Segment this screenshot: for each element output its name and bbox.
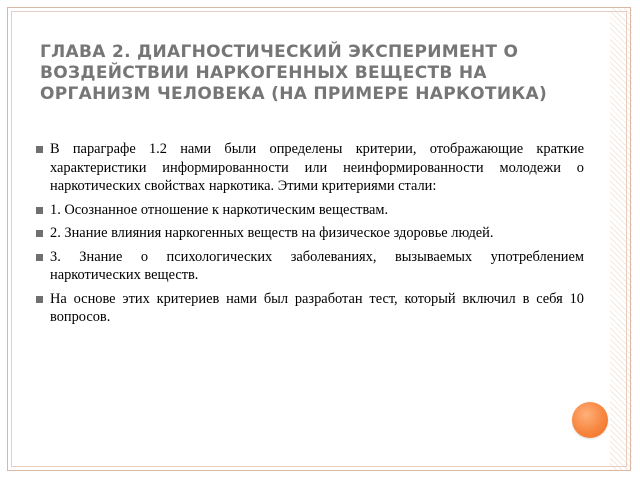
slide-title: ГЛАВА 2. ДИАГНОСТИЧЕСКИЙ ЭКСПЕРИМЕНТ О ВОЗДЕЙСТВИИ НАРКОГЕННЫХ ВЕЩЕСТВ НА ОРГАНИЗМ ЧЕЛОВЕКА (НА ПРИМЕРЕ НАРКОТИКА) — [40, 42, 548, 104]
square-bullet-icon — [36, 296, 43, 303]
square-bullet-icon — [36, 254, 43, 261]
square-bullet-icon — [36, 207, 43, 214]
list-item-text: В параграфе 1.2 нами были определены критерии, отображающие краткие характеристики информированности или неинформированности молодежи о наркотических свойствах наркотика. Этими критериями стали: — [50, 141, 584, 194]
orange-circle-decoration-icon — [572, 402, 608, 438]
list-item — [36, 290, 584, 327]
square-bullet-icon — [36, 230, 43, 237]
list-item — [36, 140, 584, 196]
list-item — [36, 201, 584, 220]
list-item-text: 1. Осознанное отношение к наркотическим веществам. — [50, 201, 389, 218]
square-bullet-icon — [36, 146, 43, 153]
list-item — [36, 248, 584, 285]
list-item-text: На основе этих критериев нами был разработан тест, который включил в себя 10 вопросов. — [50, 290, 584, 325]
content-list — [36, 140, 584, 332]
list-item — [36, 224, 584, 243]
list-item-text: 3. Знание о психологических заболеваниях, вызываемых употреблением наркотических веществ. — [50, 248, 584, 283]
list-item-text: 2. Знание влияния наркогенных веществ на физическое здоровье людей. — [50, 225, 494, 241]
